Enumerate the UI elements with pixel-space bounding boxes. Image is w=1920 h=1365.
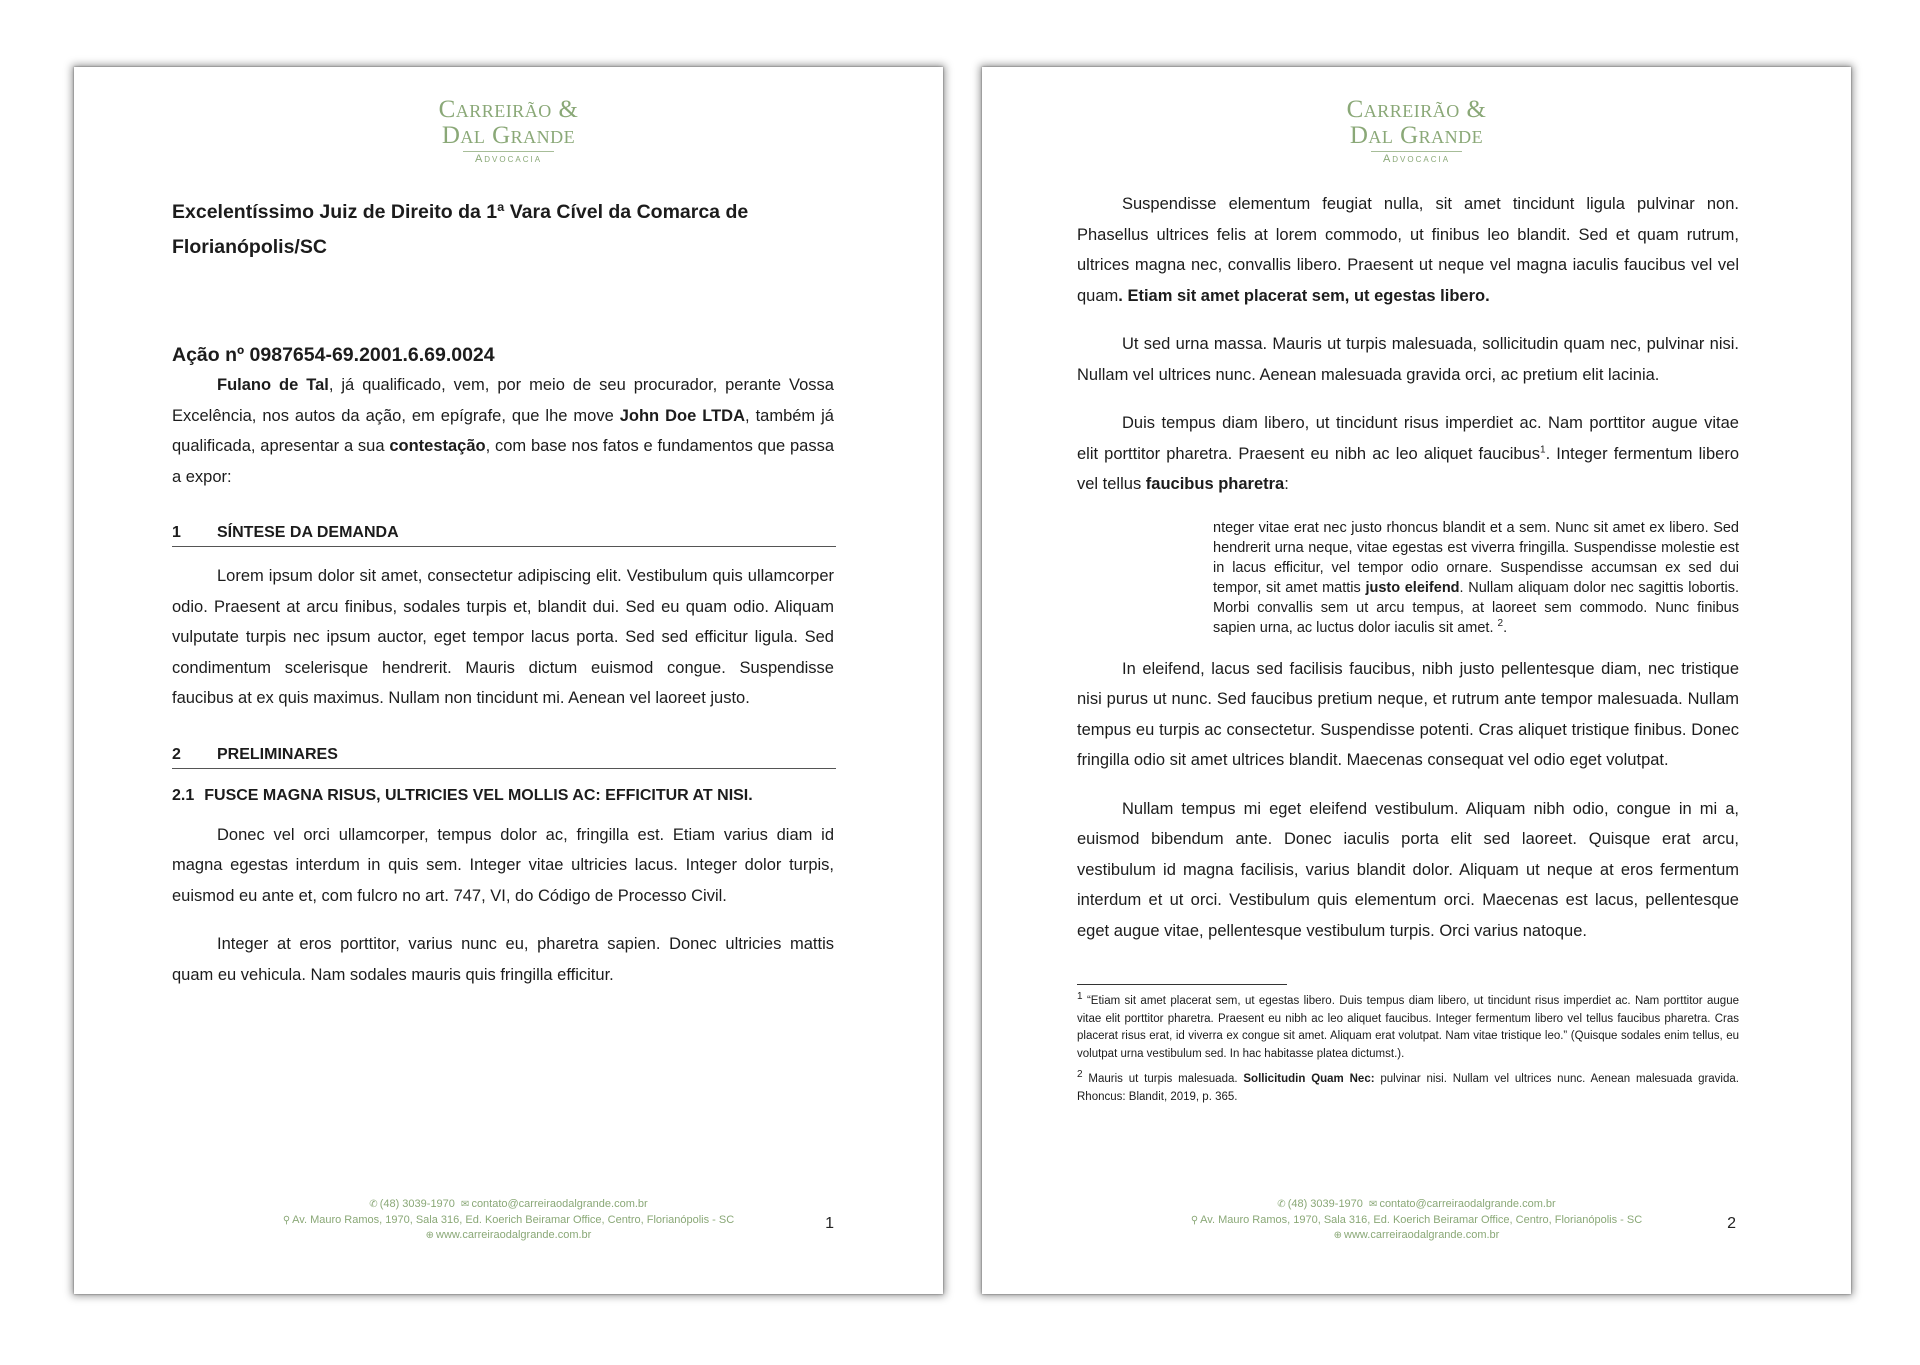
footnote-text: “Etiam sit amet placerat sem, ut egestas libero. Duis tempus diam libero, ut tincidunt risus imperdiet ac. Nam porttitor augue vitae elit porttitor pharetra. Praesent eu nibh ac leo aliquet faucibus. Integer fermentum libero vel tellus faucibus pharetra. Cras placerat risus erat, id viverra ex congue sit amet. Aliquam erat volutpat. Nam vitae tristique leo.” (Quisque sodales enim tellus, eu volutpat urna vestibulum sed. In hac habitasse platea dictumst.).: [1077, 995, 1739, 1060]
logo-line-1: Carreirão &: [1346, 96, 1487, 123]
body-paragraph: Lorem ipsum dolor sit amet, consectetur adipiscing elit. Vestibulum quis ullamcorper odio. Praesent at arcu finibus, sodales turpis et, blandit dui. Sed eu quam odio. Aliquam vulputate turpis nec ipsum auctor, eget tempor lacus porta. Sed sed efficitur ligula. Sed condimentum scelerisque hendrerit. Mauris dictum euismod congue. Suspendisse faucibus at ex quis maximus. Nullam non tincidunt mi. Aenean vel laoreet justo.: [172, 567, 834, 707]
intro-text-1: , já qualificado, vem, por meio de seu procurador, perante Vossa Excelência, nos autos da ação, em epígrafe, que lhe move: [172, 376, 834, 425]
logo-line-1: Carreirão &: [438, 96, 579, 123]
bold-phrase: justo eleifend: [1365, 579, 1460, 596]
footer-phone: (48) 3039-1970: [379, 1198, 455, 1210]
subsection-label: FUSCE MAGNA RISUS, ULTRICIES VEL MOLLIS AC: EFFICITUR AT NISI.: [204, 786, 753, 804]
footnote-marker: 1: [1077, 991, 1083, 1003]
globe-icon: ⊕: [1333, 1230, 1343, 1241]
bold-phrase: faucibus pharetra: [1145, 475, 1285, 493]
logo-line-2: Dal Grande: [1349, 122, 1484, 149]
logo-line-3: Advocacia: [1371, 151, 1462, 165]
subsection-number: 2.1: [172, 786, 195, 804]
location-pin-icon: ⚲: [282, 1214, 291, 1226]
bold-phrase: . Etiam sit amet placerat sem, ut egestas libero.: [1118, 286, 1490, 305]
party-name: Fulano de Tal: [217, 376, 329, 394]
section-label: SÍNTESE DA DEMANDA: [217, 524, 399, 541]
paragraph-text: Duis tempus diam libero, ut tincidunt risus imperdiet ac. Nam porttitor augue vitae elit porttitor pharetra. Praesent eu nibh ac leo aliquet faucibus: [1077, 414, 1739, 463]
body-paragraph: Donec vel orci ullamcorper, tempus dolor ac, fringilla est. Etiam varius diam id magna egestas interdum in quis sem. Integer vitae ultricies lacus. Integer dolor turpis, euismod eu ante et, com fulcro no art. 747, VI, do Código de Processo Civil.: [172, 825, 834, 905]
body-paragraph: Integer at eros porttitor, varius nunc eu, pharetra sapien. Donec ultricies mattis quam eu vehicula. Nam sodales mauris quis fringilla efficitur.: [172, 935, 834, 984]
paragraph-text: Suspendisse elementum feugiat nulla, sit amet tincidunt ligula pulvinar non. Phasellus ultrices felis at lorem commodo, ut finibus leo blandit. Sed et quam rutrum, ultrices magna nec, convallis libero. Praesent ut neque vel magna iaculis faucibus vel vel quam: [1077, 195, 1739, 305]
page-number: 1: [825, 1215, 834, 1232]
footnote-marker: 2: [1077, 1069, 1083, 1081]
section-number: 1: [172, 524, 181, 541]
footer-address: Av. Mauro Ramos, 1970, Sala 316, Ed. Koerich Beiramar Office, Centro, Florianópolis - SC: [292, 1213, 735, 1226]
page-2-body: [1077, 189, 1739, 1114]
paragraph-text: :: [1284, 475, 1289, 493]
footnote-text: Mauris ut turpis malesuada.: [1082, 1073, 1244, 1085]
body-paragraph: Ut sed urna massa. Mauris ut turpis malesuada, sollicitudin quam nec, pulvinar nisi. Nullam vel ultrices nunc. Aenean malesuada gravida orci, ac pretium elit lacinia.: [1077, 335, 1739, 384]
footnote-1: [1077, 993, 1739, 1063]
globe-icon: ⊕: [425, 1230, 435, 1241]
quote-text: nteger vitae erat nec justo rhoncus blandit et a sem. Nunc sit amet ex libero. Sed hendrerit urna neque, vitae egestas est viverra fringilla. Suspendisse molestie est in lacus efficitur, vel tempor odio ornare. Suspendisse accumsan ex sed dui tempor, sit amet mattis: [1213, 519, 1739, 596]
petition-title: Excelentíssimo Juiz de Direito da 1ª Vara Cível da Comarca de Florianópolis/SC: [172, 201, 749, 258]
footnote-ref-2[interactable]: 2: [1497, 617, 1504, 629]
quote-text: .: [1503, 619, 1508, 636]
body-paragraph: Nullam tempus mi eget eleifend vestibulum. Aliquam nibh odio, congue in mi a, euismod bibendum ante. Donec iaculis porta elit sed laoreet. Quisque erat arcu, vestibulum id magna facilisis, varius blandit dolor. Aliquam ut neque at eros fermentum interdum et ut orci. Vestibulum quis elementum orci. Maecenas est lacus, pellentesque eget augue vitae, pellentesque vestibulum turpis. Orci varius natoque.: [1077, 799, 1739, 940]
footnote-text: pulvinar nisi. Nullam vel ultrices nunc. Aenean malesuada gravida. Rhoncus: Blandit, 2019, p. 365.: [1077, 1073, 1739, 1103]
footnote-separator: [1077, 984, 1287, 985]
page-footer: [74, 1197, 943, 1244]
body-paragraph: [1077, 189, 1739, 311]
footer-phone: (48) 3039-1970: [1287, 1198, 1363, 1210]
document-page-1: [74, 67, 943, 1294]
quote-text: . Nullam aliquam dolor nec sagittis lobortis. Morbi convallis sem ut arcu tempus, at laoreet sem commodo. Nunc finibus sapien urna, ac luctus dolor iaculis sit amet.: [1213, 579, 1739, 636]
section-heading-2: [172, 744, 836, 769]
mail-icon: ✉: [461, 1199, 470, 1210]
footnote-ref-1[interactable]: 1: [1540, 444, 1546, 455]
firm-logo: [74, 97, 943, 167]
paragraph-text: . Integer fermentum libero vel tellus: [1077, 444, 1739, 493]
document-page-2: [982, 67, 1851, 1294]
page-footer: [982, 1197, 1851, 1244]
intro-paragraph: [172, 370, 834, 492]
intro-text-2: , também já qualificada, apresentar a sua: [172, 406, 834, 455]
logo-line-2: Dal Grande: [441, 122, 576, 149]
footer-address: Av. Mauro Ramos, 1970, Sala 316, Ed. Koerich Beiramar Office, Centro, Florianópolis - SC: [1200, 1213, 1643, 1226]
section-label: PRELIMINARES: [217, 745, 338, 763]
mail-icon: ✉: [1369, 1199, 1378, 1210]
block-quote: [1213, 518, 1739, 638]
phone-icon: ✆: [1277, 1199, 1286, 1210]
section-number: 2: [172, 745, 181, 763]
footnote-2: [1077, 1071, 1739, 1106]
body-paragraph: [1077, 408, 1739, 500]
footer-website: www.carreiraodalgrande.com.br: [1344, 1229, 1500, 1241]
phone-icon: ✆: [369, 1199, 378, 1210]
case-number: Ação nº 0987654-69.2001.6.69.0024: [172, 344, 495, 366]
footer-email: contato@carreiraodalgrande.com.br: [471, 1198, 648, 1210]
bold-phrase: Sollicitudin Quam Nec:: [1243, 1073, 1375, 1085]
intro-text-3: , com base nos fatos e fundamentos que passa a expor:: [172, 437, 834, 486]
location-pin-icon: ⚲: [1190, 1214, 1199, 1226]
section-heading-1: [172, 522, 836, 547]
footer-email: contato@carreiraodalgrande.com.br: [1379, 1198, 1556, 1210]
body-paragraph: In eleifend, lacus sed facilisis faucibus, nibh justo pellentesque diam, nec tristique nisi purus ut nunc. Sed faucibus pretium neque, et rutrum ante tempor malesuada. Nullam tempus eu turpis ac consectetur. Suspendisse potenti. Cras aliquet tristique finibus. Donec fringilla odio sit amet ultrices blandit. Maecenas consequat vel odio eget volutpat.: [1077, 659, 1739, 769]
contestacao-term: contestação: [389, 437, 486, 455]
opposing-party: John Doe LTDA: [619, 406, 746, 425]
page-1-body: [172, 195, 834, 1008]
footer-website: www.carreiraodalgrande.com.br: [436, 1229, 592, 1241]
page-number: 2: [1727, 1215, 1736, 1232]
subsection-heading: [172, 783, 834, 809]
firm-logo: [982, 97, 1851, 167]
logo-line-3: Advocacia: [463, 151, 554, 165]
